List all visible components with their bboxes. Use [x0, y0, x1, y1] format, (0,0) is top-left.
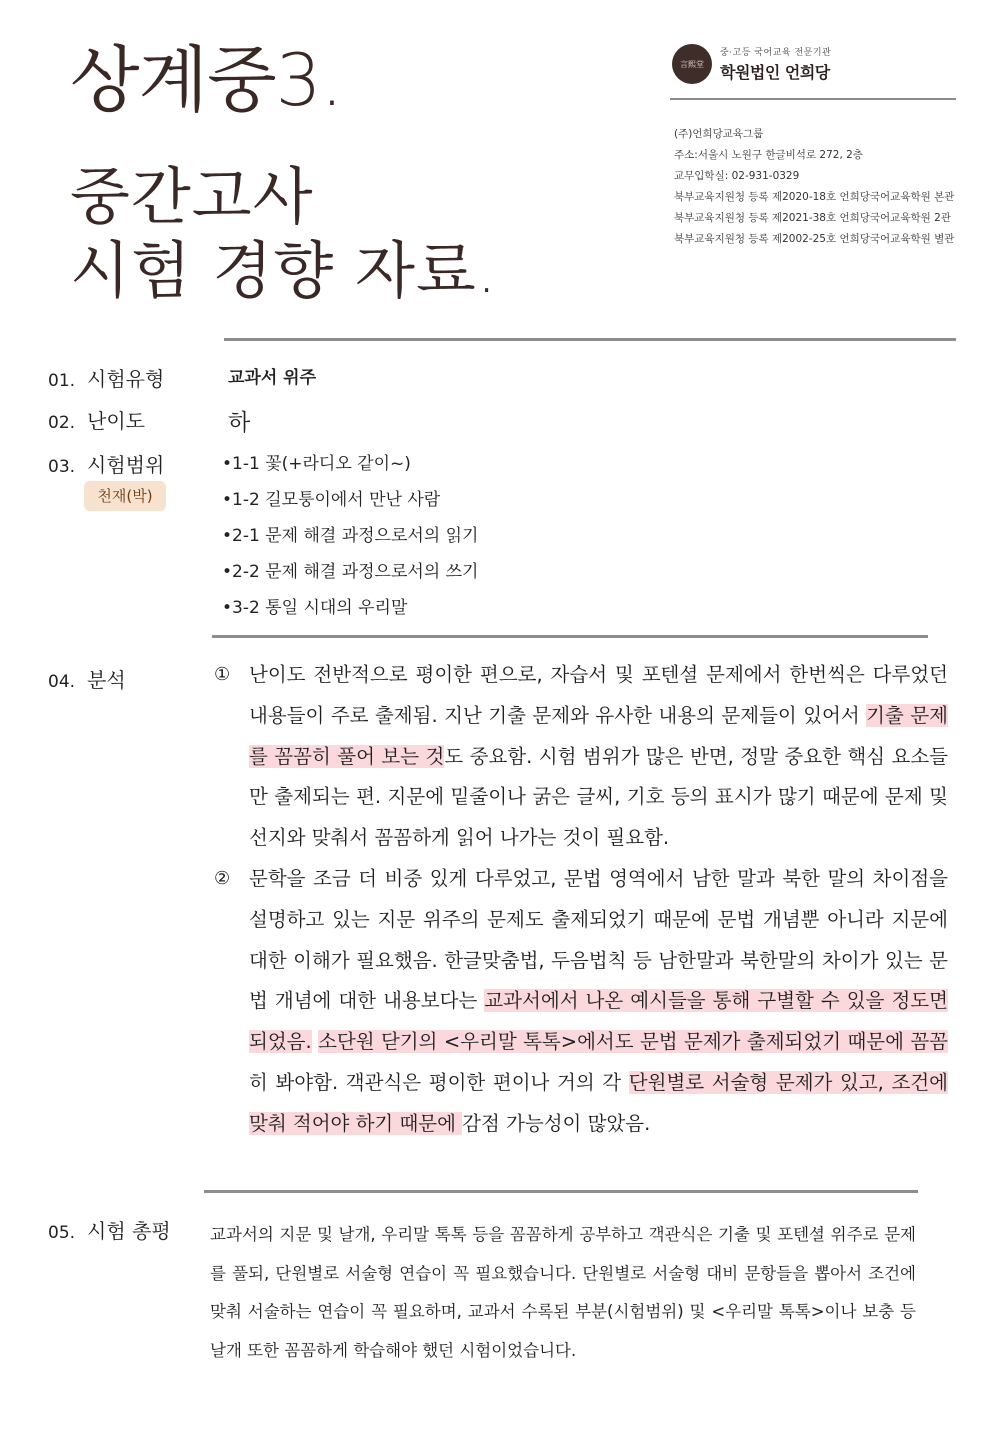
scope-item: •2-2 문제 해결 과정으로서의 쓰기: [222, 562, 479, 582]
scope-item: •2-1 문제 해결 과정으로서의 읽기: [222, 526, 479, 546]
section-divider: [212, 635, 928, 638]
seal-icon: 言熙堂: [672, 44, 712, 84]
label-exam-scope: 03. 시험범위: [48, 453, 165, 477]
exam-scope-list: [222, 450, 478, 630]
label-difficulty: 02. 난이도: [48, 409, 146, 433]
header-divider: [670, 98, 956, 100]
label-analysis: 04. 분석: [48, 668, 126, 692]
section-divider: [204, 1190, 918, 1193]
highlight: 기출 문제를 꼼꼼히 풀어 보는 것: [249, 703, 948, 768]
highlight: 교과서에서 나온 예시들을 통해 구별할 수 있을 정도면 되었음.: [249, 989, 948, 1054]
circled-two-marker: ②: [214, 867, 231, 889]
company-info-line: 교무입학실: 02-931-0329: [674, 170, 800, 182]
label-review: 05. 시험 총평: [48, 1219, 171, 1243]
company-info-line: 북부교육지원청 등록 제2020-18호 언희당국어교육학원 본관: [674, 191, 955, 203]
label-exam-type: 01. 시험유형: [48, 367, 165, 391]
company-info-line: 북부교육지원청 등록 제2021-38호 언희당국어교육학원 2관: [674, 212, 951, 224]
circled-one-marker: ①: [214, 664, 231, 685]
logo-name: 학원법인 언희당: [720, 63, 830, 82]
page-subtitle: [70, 160, 497, 308]
section-divider: [224, 338, 956, 341]
analysis-paragraph-2: ② 문학을 조금 더 비중 있게 다루었고, 문법 영역에서 남한 말과 북한 말의 차이점을 설명하고 있는 지문 위주의 문제도 출제되었기 때문에 문법 개념뿐 아니라 지문에 대한 이해가 필요했음. 한글맞춤법, 두음법칙 등 남한말과 북한말의 차이가 있는 문법 개념에 대한 내용보다는 교과서에서 나온 예시들을 통해 구별할 수 있을 정도면 되었음. 소단원 닫기의 <우리말 톡톡>에서도 문법 문제가 출제되었기 때문에 꼼꼼히 봐야함. 객관식은 평이한 편이나 거의 각 단원별로 서술형 문제가 있고, 조건에 맞춰 적어야 하기 때문에 감점 가능성이 많았음.: [214, 859, 948, 1145]
subtitle-line2: 시험 경향 자료.: [70, 234, 498, 307]
scope-item: •1-2 길모퉁이에서 만난 사람: [222, 490, 441, 510]
academy-logo: [672, 44, 831, 84]
subtitle-line1: 중간고사: [70, 160, 314, 233]
scope-item: •1-1 꽃(+라디오 같이~): [222, 454, 411, 474]
company-info: [674, 124, 954, 250]
company-info-line: 북부교육지원청 등록 제2002-25호 언희당국어교육학원 별관: [674, 233, 955, 245]
company-info-line: (주)언희당교육그룹: [674, 128, 764, 140]
page-title: 상계중3.: [70, 38, 343, 122]
scope-item: •3-2 통일 시대의 우리말: [222, 598, 408, 618]
logo-text: [720, 45, 831, 83]
company-info-line: 주소:서울시 노원구 한글비석로 272, 2층: [674, 149, 863, 161]
analysis-paragraph-1: ① 난이도 전반적으로 평이한 편으로, 자습서 및 포텐셜 문제에서 한번씩은 다루었던 내용들이 주로 출제됨. 지난 기출 문제와 유사한 내용의 문제들이 있어서 기출 문제를 꼼꼼히 풀어 보는 것도 중요함. 시험 범위가 많은 반면, 정말 중요한 핵심 요소들만 출제되는 편. 지문에 밑줄이나 굵은 글씨, 기호 등의 표시가 많기 때문에 문제 및 선지와 맞춰서 꼼꼼하게 읽어 나가는 것이 필요함.: [214, 655, 948, 859]
logo-subtitle: 중·고등 국어교육 전문기관: [720, 48, 832, 58]
highlight: 소단원 닫기의 <우리말 톡톡>에서도 문법 문제가 출제되었기 때문에 꼼꼼: [318, 1030, 948, 1054]
exam-type-value: 교과서 위주: [228, 368, 317, 388]
highlight: 단원별로 서술형 문제가 있고, 조건에 맞춰 적어야 하기 때문에: [249, 1070, 948, 1135]
textbook-tag: 천재(박): [84, 481, 166, 511]
review-text: 교과서의 지문 및 날개, 우리말 톡톡 등을 꼼꼼하게 공부하고 객관식은 기출 및 포텐셜 위주로 문제를 풀되, 단원별로 서술형 연습이 꼭 필요했습니다. 단원별로 서술형 대비 문항들을 뽑아서 조건에 맞춰 서술하는 연습이 꼭 필요하며, 교과서 수록된 부분(시험범위) 및 <우리말 톡톡>이나 보충 등 날개 또한 꼼꼼하게 학습해야 했던 시험이었습니다.: [210, 1225, 916, 1360]
analysis-body: [214, 655, 948, 1145]
difficulty-value: 하: [228, 410, 251, 436]
